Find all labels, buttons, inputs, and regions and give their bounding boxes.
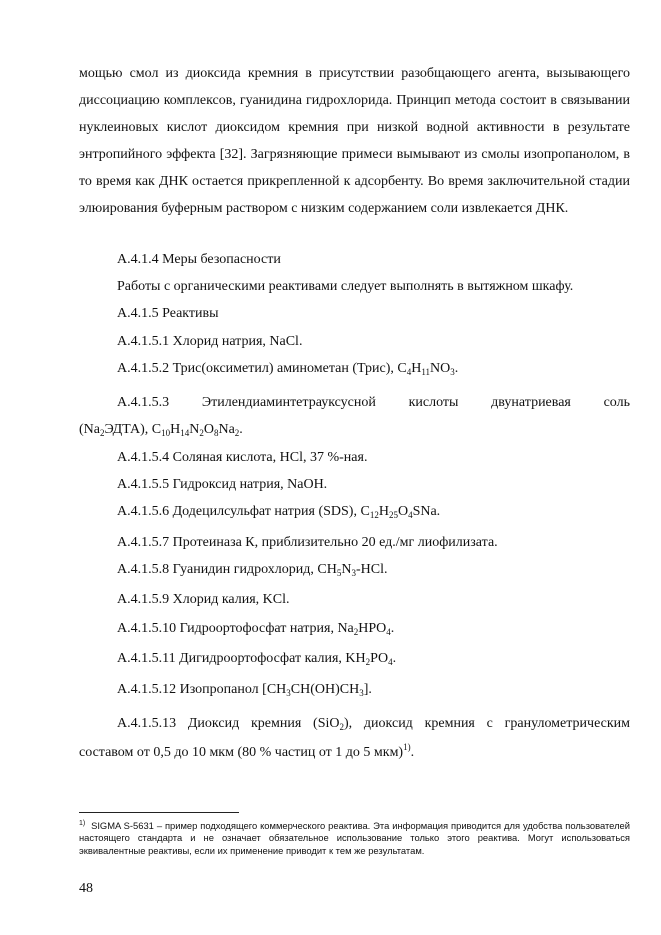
footnote-reference[interactable]: 1) <box>403 742 411 752</box>
footnote <box>79 820 630 857</box>
reagent-item-13-line-2: составом от 0,5 до 10 мкм (80 % частиц от 1 до 5 мкм)$^{1)}$. <box>79 742 415 760</box>
safety-text: Работы с органическими реактивами следует выполнять в вытяжном шкафу. <box>117 279 574 294</box>
reagent-item-10: А.4.1.5.10 Гидроортофосфат натрия, $Na_2HPO_4$. <box>117 621 395 637</box>
reagent-item-4: А.4.1.5.4 Соляная кислота, HCl, 37 %-ная. <box>117 450 368 465</box>
reagents-heading: А.4.1.5 Реактивы <box>117 306 219 321</box>
reagent-item-3-line-1: А.4.1.5.3 Этилендиаминтетрауксусной кислоты двунатриевая соль <box>117 395 630 410</box>
footnote-text: SIGMA S-5631 – пример подходящего коммерческого реактива. Эта информация приводится для удобства пользователей настоящего стандарта и не означает обязательное использование только этого реактива. Могут использоваться эквивалентные реактивы, если их применение приводит к тем же результатам. <box>79 820 630 856</box>
reagent-item-8: А.4.1.5.8 Гуанидин гидрохлорид, $CH_5N_3$-HCl. <box>117 562 388 578</box>
reagent-item-9: А.4.1.5.9 Хлорид калия, KCl. <box>117 592 290 607</box>
reagent-item-12: А.4.1.5.12 Изопропанол $[CH_3CH(OH)CH_3]$. <box>117 682 372 698</box>
reagent-item-1: А.4.1.5.1 Хлорид натрия, NaCl. <box>117 334 303 349</box>
reagent-item-3-line-2: $(Na_2ЭДТА)$, $C_{10}H_{14}N_2O_8Na_2$. <box>79 422 243 438</box>
reagent-item-13 <box>79 709 630 767</box>
footnote-marker: 1) <box>79 820 86 827</box>
reagent-item-6: А.4.1.5.6 Додецилсульфат натрия (SDS), $C_{12}H_{25}O_4SNa$. <box>117 504 441 520</box>
reagent-item-3 <box>79 389 630 443</box>
reagent-item-2: А.4.1.5.2 Трис(оксиметил) аминометан (Трис), $C_4H_{11}NO_3$. <box>117 361 459 377</box>
intro-paragraph: мощью смол из диоксида кремния в присутствии разобщающего агента, вызывающего диссоциацию комплексов, гуанидина гидрохлорида. Принцип метода состоит в связывании нуклеиновых кислот диоксидом кремния при низкой водной активности в результате энтропийного эффекта [32]. Загрязняющие примеси вымывают из смолы изопропанолом, в то время как ДНК остается прикрепленной к адсорбенту. Во время заключительной стадии элюирования буферным раствором с низким содержанием соли извлекается ДНК. <box>79 66 630 216</box>
reagent-item-11: А.4.1.5.11 Дигидроортофосфат калия, $KH_2PO_4$. <box>117 651 397 667</box>
footnote-divider <box>79 812 239 813</box>
page-number: 48 <box>79 881 93 896</box>
reagent-item-7: А.4.1.5.7 Протеиназа К, приблизительно 20 ед./мг лиофилизата. <box>117 535 498 550</box>
reagent-item-13-line-1: А.4.1.5.13 Диоксид кремния (SiO$_2$), диоксид кремния с гранулометрическим <box>117 716 630 732</box>
reagent-item-5: А.4.1.5.5 Гидроксид натрия, NaOH. <box>117 477 328 492</box>
safety-heading: А.4.1.4 Меры безопасности <box>117 252 281 267</box>
